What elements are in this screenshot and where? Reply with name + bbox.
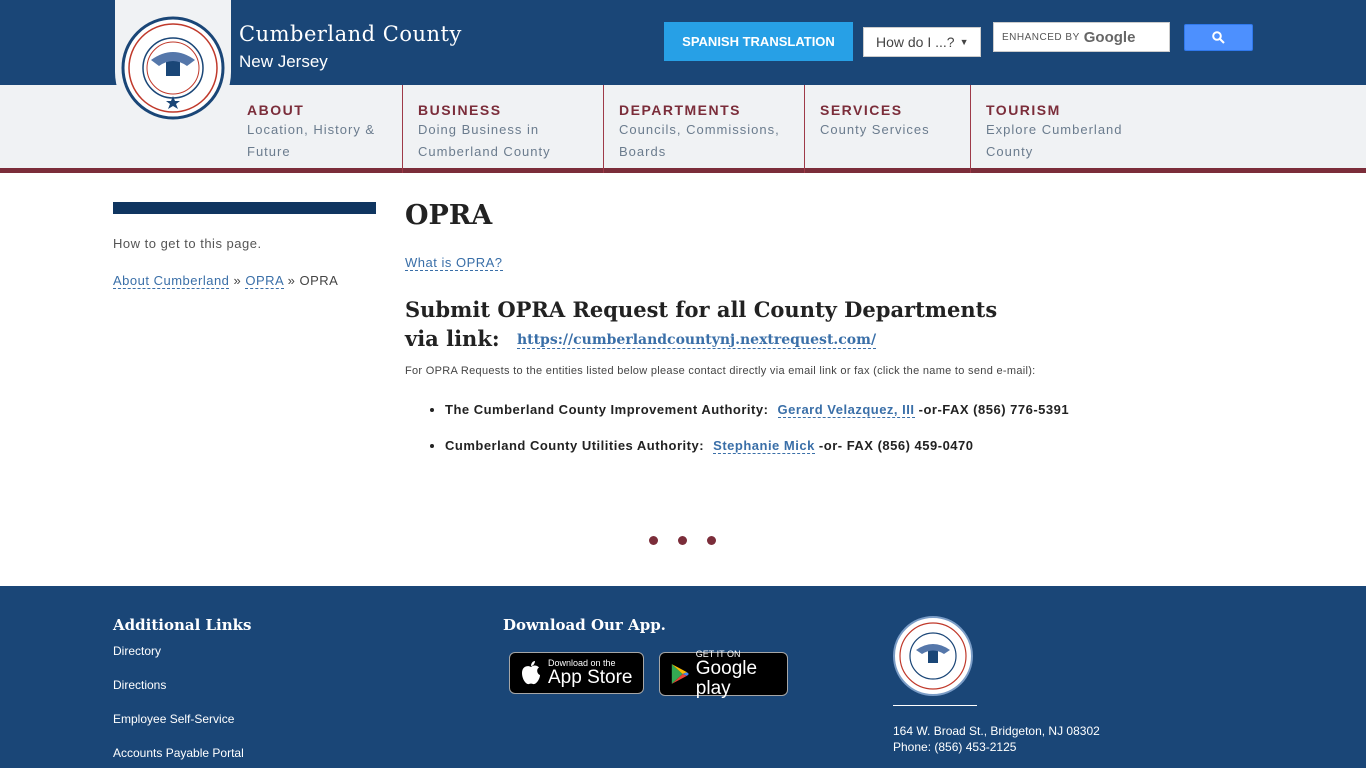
site-title[interactable]: Cumberland County <box>239 22 462 46</box>
appstore-small-text: Download on the <box>548 658 616 668</box>
entity-contact-link[interactable]: Gerard Velazquez, III <box>777 402 915 417</box>
nav-item-departments[interactable] <box>603 85 804 173</box>
entity-fax: -or-FAX (856) 776-5391 <box>918 402 1070 417</box>
footer-divider <box>893 705 977 706</box>
breadcrumb-link-opra[interactable]: OPRA <box>245 273 284 288</box>
nav-desc: Future <box>247 144 291 159</box>
dot <box>707 536 716 545</box>
additional-links-heading: Additional Links <box>113 616 252 634</box>
download-app-heading: Download Our App. <box>503 616 666 634</box>
breadcrumb-separator: » <box>233 273 242 288</box>
app-store-button[interactable] <box>509 652 644 694</box>
page-title: OPRA <box>405 200 493 231</box>
nav-desc: Councils, Commissions, <box>619 122 780 137</box>
gplay-small-text: GET IT ON <box>695 649 741 659</box>
logo-link[interactable] <box>115 0 231 130</box>
opra-note: For OPRA Requests to the entities listed below please contact directly via email link or fax (click the name to send e-mail): <box>405 365 1036 377</box>
footer-link-directory[interactable]: Directory <box>113 644 162 658</box>
dot <box>678 536 687 545</box>
spanish-translation-button[interactable]: SPANISH TRANSLATION <box>664 22 853 61</box>
entity-fax: -or- FAX (856) 459-0470 <box>818 438 974 453</box>
nav-desc: County <box>986 144 1034 159</box>
how-do-i-dropdown[interactable] <box>863 27 981 57</box>
entity-name: Cumberland County Utilities Authority: <box>445 438 705 453</box>
phone-text: Phone: (856) 453-2125 <box>893 740 1017 754</box>
footer-address <box>893 723 1100 755</box>
nav-item-about[interactable] <box>232 85 402 173</box>
apple-icon <box>520 660 542 686</box>
site-subtitle: New Jersey <box>239 52 328 71</box>
breadcrumb <box>113 273 338 288</box>
nav-title: TOURISM <box>986 102 1061 118</box>
nav-title: ABOUT <box>247 102 305 118</box>
footer-link-employee-self-service[interactable]: Employee Self-Service <box>113 712 235 726</box>
nav-desc: Location, History & <box>247 122 376 137</box>
google-play-icon <box>670 662 690 686</box>
gplay-big-text: Google play <box>695 658 758 699</box>
breadcrumb-current: OPRA <box>299 273 339 288</box>
breadcrumb-separator: » <box>287 273 296 288</box>
appstore-big-text: App Store <box>548 667 633 688</box>
divider-dots <box>649 536 716 545</box>
nav-desc: Doing Business in <box>418 122 540 137</box>
submit-heading <box>405 295 1025 355</box>
list-item <box>445 402 1069 417</box>
search-button[interactable] <box>1184 24 1253 51</box>
how-do-i-label: How do I ...? <box>876 34 955 50</box>
nav-desc: Explore Cumberland <box>986 122 1123 137</box>
search-icon <box>1212 31 1225 44</box>
submit-heading-text: Submit OPRA Request for all County Departments via link: <box>405 297 998 351</box>
entity-contact-link[interactable]: Stephanie Mick <box>713 438 815 453</box>
county-seal-logo <box>121 16 225 120</box>
footer-seal-logo <box>893 616 973 696</box>
address-text: 164 W. Broad St., Bridgeton, NJ 08302 <box>893 724 1100 738</box>
what-is-opra-link[interactable]: What is OPRA? <box>405 255 503 270</box>
footer <box>0 586 1366 768</box>
nav-item-services[interactable] <box>804 85 970 173</box>
nav-title: BUSINESS <box>418 102 502 118</box>
howto-text: How to get to this page. <box>113 236 262 251</box>
breadcrumb-link-about[interactable]: About Cumberland <box>113 273 230 288</box>
list-item <box>445 438 1069 453</box>
google-play-button[interactable] <box>659 649 788 699</box>
nextrequest-link[interactable]: https://cumberlandcountynj.nextrequest.com/ <box>516 332 877 348</box>
nav-title: DEPARTMENTS <box>619 102 742 118</box>
nav-desc: County Services <box>820 122 930 137</box>
dot <box>649 536 658 545</box>
caret-down-icon: ▼ <box>959 37 969 47</box>
footer-links <box>113 644 244 768</box>
nav-desc: Boards <box>619 144 667 159</box>
entity-name: The Cumberland County Improvement Authority: <box>445 402 769 417</box>
nav-item-business[interactable] <box>402 85 603 173</box>
footer-link-directions[interactable]: Directions <box>113 678 167 692</box>
nav-desc: Cumberland County <box>418 144 551 159</box>
footer-link-accounts-payable[interactable]: Accounts Payable Portal <box>113 746 244 760</box>
search-enhanced-label: ENHANCED BY <box>1002 31 1080 43</box>
google-logo: Google <box>1083 28 1136 46</box>
entity-list <box>445 402 1069 474</box>
main-content <box>405 200 1225 453</box>
sidebar-header-bar <box>113 202 376 214</box>
search-input[interactable] <box>993 22 1170 52</box>
nav-item-tourism[interactable] <box>970 85 1160 173</box>
nav-title: SERVICES <box>820 102 903 118</box>
